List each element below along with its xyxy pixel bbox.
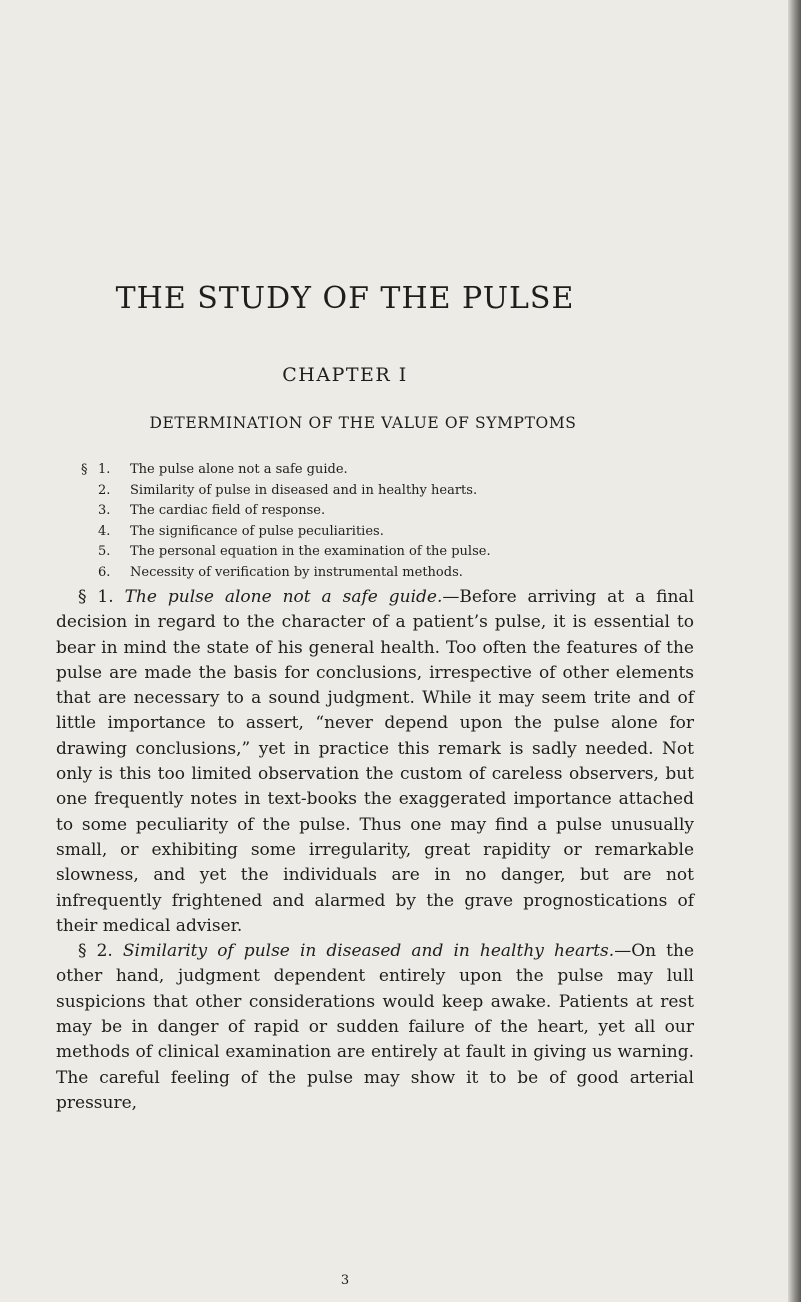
body-text xyxy=(56,585,694,1116)
contents-item xyxy=(97,501,657,522)
contents-item-text: The pulse alone not a safe guide. xyxy=(130,462,348,477)
contents-item xyxy=(81,460,657,481)
section-paragraph xyxy=(56,939,694,1116)
contents-item-number: 5. xyxy=(98,544,111,559)
section-heading: Similarity of pulse in diseased and in healthy hearts. xyxy=(122,941,615,962)
page-number: 3 xyxy=(340,1273,350,1288)
contents-item-text: Similarity of pulse in diseased and in healthy hearts. xyxy=(130,482,478,498)
contents-item-text: The significance of pulse peculiarities. xyxy=(130,523,384,539)
contents-item-text: Necessity of verification by instrumental methods. xyxy=(130,564,463,580)
contents-item-text: The cardiac field of response. xyxy=(130,503,326,518)
contents-item xyxy=(97,563,657,584)
section-text: —Before arriving at a final decision in regard to the character of a patient’s pulse, it is essential to bear in mind the state of his general health. Too often the features of the pulse are made the basis for conclusions, irrespective of other elements that are necessary to a sound judgment. While it may seem trite and of little importance to assert, “never depend upon the pulse alone for drawing conclusions,” yet in practice this remark is sadly needed. Not only is this too limited observation the custom of careless observers, but one frequently notes in text-books the exaggerated importance attached to some peculiarity of the pulse. Thus one may find a pulse unusually small, or exhibiting some irregularity, great rapidity or remarkable slowness, and yet the individuals are in no danger, but are not infrequently frightened and alarmed by the grave prognostications of their medical adviser. xyxy=(56,587,694,936)
contents-item-number: 3. xyxy=(98,503,111,518)
chapter-label: CHAPTER I xyxy=(282,364,408,386)
contents-item xyxy=(97,522,657,543)
section-paragraph xyxy=(56,585,694,939)
contents-item xyxy=(97,481,657,502)
contents-item-number: 4. xyxy=(98,523,111,539)
contents-item xyxy=(97,542,657,563)
section-heading: The pulse alone not a safe guide. xyxy=(124,587,443,607)
section-sign: § xyxy=(81,462,88,477)
contents-item-number: 1. xyxy=(98,462,111,477)
section-text: —On the other hand, judgment dependent entirely upon the pulse may lull suspicions that other considerations would keep awake. Patients at rest may be in danger of rapid or sudden failure of the heart, yet all our methods of clinical examination are entirely at fault in giving us warning. The careful feeling of the pulse may show it to be of good arterial pressure, xyxy=(56,941,695,1113)
book-title: THE STUDY OF THE PULSE xyxy=(115,281,575,316)
chapter-contents-list xyxy=(81,460,657,583)
contents-item-text: The personal equation in the examination of the pulse. xyxy=(130,544,491,559)
chapter-subtitle: DETERMINATION OF THE VALUE OF SYMPTOMS xyxy=(149,414,577,432)
section-number: § 1. xyxy=(78,587,114,607)
book-spine-edge xyxy=(788,0,801,1302)
section-number: § 2. xyxy=(78,941,113,962)
contents-item-number: 2. xyxy=(98,482,111,498)
contents-item-number: 6. xyxy=(98,564,111,580)
